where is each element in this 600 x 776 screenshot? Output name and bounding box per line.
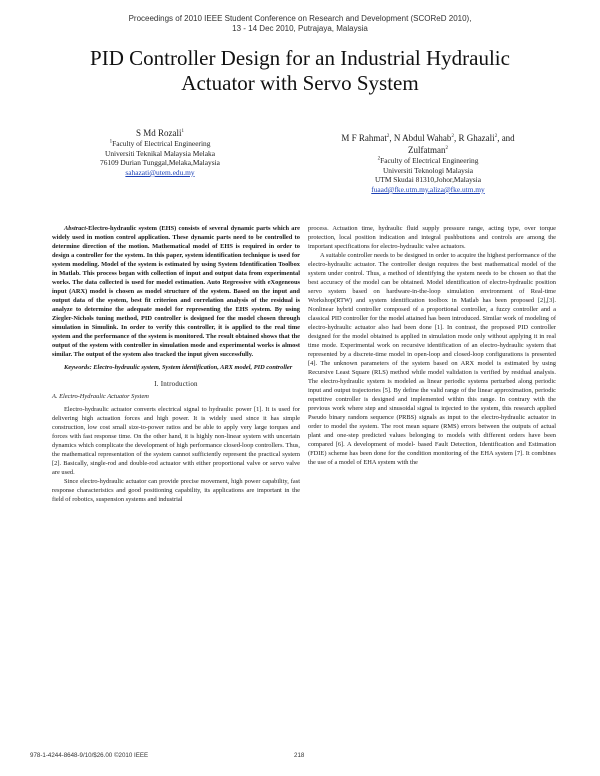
author-superscript: 2 <box>451 134 454 139</box>
author-names-right <box>318 132 538 144</box>
abstract-label: Abstract- <box>64 225 89 232</box>
author-email-link[interactable]: sahazati@utem.edu.my <box>125 167 195 177</box>
proceedings-line-1: Proceedings of 2010 IEEE Student Conference on Research and Development (SCOReD 2010), <box>128 14 472 23</box>
author-superscript: 2 <box>386 134 390 139</box>
author-name-text: S Md Rozali <box>135 128 182 138</box>
author-email-link-right[interactable]: fuaad@fke.utm.my,aliza@fke.utm.my <box>371 184 485 194</box>
subsection-heading: A. Electro-Hydraulic Actuator System <box>52 393 149 400</box>
body-paragraph: process. Actuation time, hydraulic fluid supply pressure range, acting type, over torque protection, local position indication and integral pushbuttons and controls are among the important specifications for electro-hydraulic valve actuators. <box>308 225 556 250</box>
author-name-zulfatman <box>318 144 538 156</box>
affiliation-faculty-text: Faculty of Electrical Engineering <box>380 156 479 165</box>
proceedings-header <box>0 14 600 34</box>
author-name-separator: , and <box>497 133 515 143</box>
affiliation-superscript: 1 <box>109 139 113 145</box>
author-affiliation-address-right: UTM Skudai 81310,Johor,Malaysia <box>374 175 482 185</box>
title-line-1: PID Controller Design for an Industrial Hydraulic <box>90 46 510 70</box>
affiliation-superscript: 2 <box>377 156 381 162</box>
body-paragraph: Electro-hydraulic actuator converts electrical signal to hydraulic power [1]. It is used for delivering high actuation forces and high power. It is widely used since it has simple construction, low cost small size-to-power ratios and be able to apply very large torques and forces with fast response time. On the other hand, it is highly non-linear system with uncertain dynamics which complicate the development of high performance closed-loop controllers. Thus, the mathematical representation of the system cannot sufficiently represent the practical system [2]. Basically, single-rod and double-rod actuator with either proportional valve or servo valve are used. <box>52 406 300 476</box>
author-name-left <box>80 127 240 139</box>
footer-page-number: 218 <box>294 752 305 759</box>
author-affiliation-university: Universiti Teknikal Malaysia Melaka <box>105 148 215 158</box>
author-block-left <box>80 127 240 177</box>
abstract-text: Electro-hydraulic system (EHS) consists of several dynamic parts which are widely used in motion control application. These dynamic parts need to be controlled to determine direction of the motion. Mathematical model of EHS is required in order to design a controller for the system. In this paper, system identification technique is used for system modeling. Model of the system is estimated by using System Identification Toolbox in Matlab. This process began with collection of input and output data from experimental works. The data collected is used for model estimation. Auto Regressive with eXogeneous input (ARX) model is chosen as model structure of the system. Based on the input and output data of the system, best fit criterion and correlation analysis of the residual is analyze to determine the adequate model for representing the EHS system. By using Ziegler-Nichols tuning method, PID controller is designed for the model chosen through simulation in Simulink. In order to verify this controller, it is applied to the real time system and the performance of the system is monitored. The result obtained shows that the output of the system with controller in simulation mode and experimental works is almost similar. The output of the system also tracked the input given successfully. <box>52 225 300 358</box>
body-paragraph: Since electro-hydraulic actuator can provide precise movement, high power capability, fast response characteristics and good positioning capability, its applications are important in the field of robotics, suspension systems and industrial <box>52 478 300 503</box>
title-line-2: Actuator with Servo System <box>181 71 419 95</box>
author-name-rahmat: M F Rahmat <box>341 133 387 143</box>
author-affiliation-faculty <box>80 139 240 149</box>
author-name-superscript: 1 <box>181 129 184 134</box>
abstract <box>52 224 300 359</box>
body-paragraph: A suitable controller needs to be designed in order to acquire the highest performance of the electro-hydraulic actuator. The controller design requires the best mathematical model of the system under control. Thus, a method of identifying the system needs to be chosen so that the best accuracy of the model can be obtained. Model identification of electro-hydraulic position servo system based on hardware-in-the-loop simulation environment of Real-time Workshop(RTW) and system identification toolbox in Matlab has been proposed [2],[3]. Nonlinear hybrid controller composed of a proportional controller, a fuzzy controller and a classical PID controller for the model attained has been introduced. Similar work of modeling of electro-hydraulic actuator also had been done [1]. In contrast, the proposed PID controller designed for the model obtained is applied in simulation mode only without applying it in real time mode. Experimental work on recursive identification of an electro-hydraulic system that represented by a discrete-time model in open-loop and closed-loop configurations is presented [4]. The unknown parameters of the system based on ARX model is estimated by using Recursive Least Square (RLS) method while model validation is verified by residual analysis. The electro-hydraulic system is modeled as linear periodic systems perturbed along periodic input and output trajectories [5]. By define the valid range of the linear approximation, periodic repetitive controller is designed and implemented within this range. In contrary with the previous work where step and sinusoidal signal is injected to the system, this research applied Pseudo binary random sequence (PRBS) signals as input to the electro-hydraulic actuator in order to model the system. The root mean square (RMS) errors between the outputs of actual plant and one-step predicted values belonging to models with different orders have been compared [6]. A development of model- based Fault Detection, Identification and Estimation (FDIE) scheme has been done for the condition monitoring of the EHA system [7]. It combines the use of a model of EHA system with the <box>308 252 556 466</box>
proceedings-line-2: 13 - 14 Dec 2010, Putrajaya, Malaysia <box>232 24 368 33</box>
author-superscript: 2 <box>494 134 498 139</box>
author-name-zulfatman-text: Zulfatman <box>408 145 446 155</box>
affiliation-faculty-text: Faculty of Electrical Engineering <box>112 139 211 148</box>
section-heading-introduction: I. Introduction <box>154 380 198 388</box>
author-name-wahab: , N Abdul Wahab <box>389 133 452 143</box>
author-affiliation-university-right: Universiti Teknologi Malaysia <box>382 165 474 175</box>
keywords: Keywords: Electro-hydraulic system, System identification, ARX model, PID controller <box>64 364 293 371</box>
author-block-right <box>318 132 538 194</box>
footer-isbn: 978-1-4244-8648-9/10/$26.00 ©2010 IEEE <box>30 752 149 759</box>
author-name-ghazali: , R Ghazali <box>453 133 495 143</box>
author-superscript: 2 <box>445 146 448 151</box>
author-affiliation-address: 76109 Durian Tunggal,Melaka,Malaysia <box>100 158 220 168</box>
left-column <box>52 224 300 504</box>
author-affiliation-faculty-right <box>318 156 538 166</box>
paper-title <box>40 46 560 96</box>
right-column <box>308 224 556 467</box>
